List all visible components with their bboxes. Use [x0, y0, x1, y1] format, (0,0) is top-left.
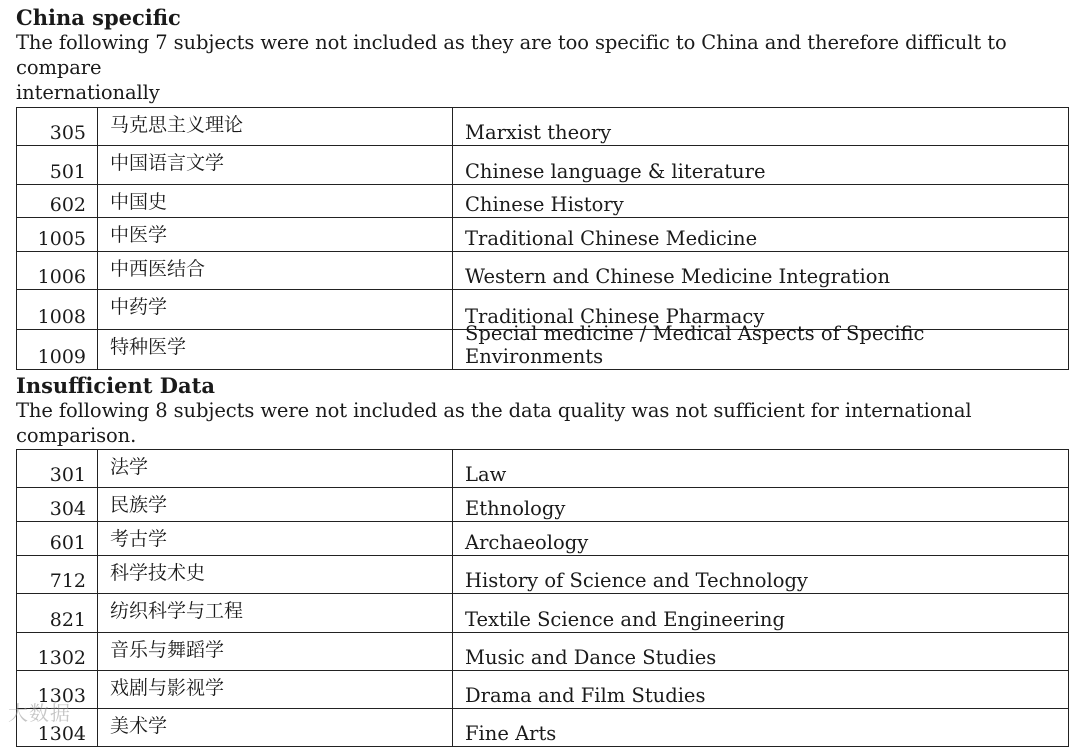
table-row	[17, 450, 1069, 488]
chinese-name-text: 马克思主义理论	[110, 114, 244, 136]
english-name-cell	[453, 146, 1069, 185]
english-name-cell	[453, 671, 1069, 709]
table-row	[17, 146, 1069, 185]
section-title: Insufficient Data	[16, 373, 215, 398]
code-text: 601	[49, 532, 86, 554]
code-text: 501	[49, 161, 86, 183]
code-cell	[17, 450, 98, 488]
code-cell	[17, 218, 98, 252]
english-name-cell	[453, 556, 1069, 594]
chinese-name-text: 中国语言文学	[110, 152, 225, 174]
english-name-cell	[453, 450, 1069, 488]
code-text: 712	[49, 570, 86, 592]
code-text: 1008	[37, 306, 86, 328]
code-text: 1302	[37, 647, 86, 669]
code-cell	[17, 108, 98, 146]
code-text: 1006	[37, 266, 86, 288]
table-row	[17, 594, 1069, 633]
chinese-name-cell	[98, 488, 453, 522]
table-row	[17, 671, 1069, 709]
english-name-text: Fine Arts	[465, 722, 557, 745]
english-name-cell	[453, 522, 1069, 556]
intro-line-1: The following 7 subjects were not included as they are too specific to China and therefore difficult to compare	[16, 31, 1007, 79]
english-name-text: Drama and Film Studies	[465, 684, 706, 707]
english-name-cell	[453, 218, 1069, 252]
english-name-cell	[453, 709, 1069, 747]
chinese-name-cell	[98, 290, 453, 330]
chinese-name-cell	[98, 330, 453, 370]
code-text: 821	[49, 609, 86, 631]
code-text: 1005	[37, 228, 86, 250]
table-row	[17, 633, 1069, 671]
insufficient-data-table	[16, 449, 1069, 747]
table-row	[17, 218, 1069, 252]
table-row	[17, 488, 1069, 522]
table-row	[17, 556, 1069, 594]
english-name-text: Ethnology	[465, 497, 566, 520]
chinese-name-cell	[98, 522, 453, 556]
code-text: 304	[49, 498, 86, 520]
chinese-name-cell	[98, 252, 453, 290]
english-name-cell	[453, 594, 1069, 633]
chinese-name-cell	[98, 218, 453, 252]
chinese-name-cell	[98, 633, 453, 671]
table-row	[17, 709, 1069, 747]
code-cell	[17, 522, 98, 556]
code-text: 1304	[37, 723, 86, 745]
chinese-name-text: 民族学	[110, 494, 168, 516]
code-text: 305	[49, 122, 86, 144]
chinese-name-text: 科学技术史	[110, 562, 206, 584]
chinese-name-text: 中医学	[110, 224, 168, 246]
china-specific-table	[16, 107, 1069, 370]
chinese-name-cell	[98, 108, 453, 146]
chinese-name-cell	[98, 450, 453, 488]
code-text: 602	[49, 194, 86, 216]
chinese-name-text: 纺织科学与工程	[110, 600, 244, 622]
chinese-name-cell	[98, 671, 453, 709]
code-cell	[17, 330, 98, 370]
english-name-cell	[453, 108, 1069, 146]
chinese-name-cell	[98, 146, 453, 185]
english-name-cell	[453, 185, 1069, 218]
code-text: 301	[49, 464, 86, 486]
english-name-text: Chinese language & literature	[465, 160, 766, 183]
chinese-name-text: 特种医学	[110, 336, 187, 358]
code-cell	[17, 252, 98, 290]
english-name-text: Marxist theory	[465, 121, 612, 144]
code-cell	[17, 185, 98, 218]
section-intro	[16, 30, 1069, 105]
chinese-name-cell	[98, 709, 453, 747]
english-name-text: Music and Dance Studies	[465, 646, 717, 669]
chinese-name-text: 考古学	[110, 528, 168, 550]
chinese-name-text: 法学	[110, 456, 149, 478]
english-name-text: Traditional Chinese Pharmacy	[465, 305, 765, 328]
section-intro: The following 8 subjects were not included as the data quality was not sufficient for international comparison.	[16, 399, 972, 447]
code-cell	[17, 146, 98, 185]
code-cell	[17, 290, 98, 330]
chinese-name-cell	[98, 594, 453, 633]
code-cell	[17, 556, 98, 594]
english-name-cell	[453, 488, 1069, 522]
english-name-text: Law	[465, 463, 507, 486]
code-cell	[17, 633, 98, 671]
chinese-name-cell	[98, 556, 453, 594]
english-name-text: Chinese History	[465, 193, 624, 216]
english-name-text: Textile Science and Engineering	[465, 608, 785, 631]
code-text: 1303	[37, 685, 86, 707]
table-row	[17, 185, 1069, 218]
code-text: 1009	[37, 346, 86, 368]
chinese-name-text: 中国史	[110, 191, 168, 213]
code-cell	[17, 488, 98, 522]
section-title: China specific	[16, 5, 181, 30]
intro-line-2: internationally	[16, 81, 160, 104]
insufficient-data-section	[16, 374, 1069, 747]
english-name-cell	[453, 322, 1069, 370]
english-name-cell	[453, 633, 1069, 671]
chinese-name-text: 中药学	[110, 296, 168, 318]
china-specific-section	[16, 6, 1069, 370]
chinese-name-text: 戏剧与影视学	[110, 677, 225, 699]
chinese-name-text: 中西医结合	[110, 258, 206, 280]
english-name-text: Western and Chinese Medicine Integration	[465, 265, 891, 288]
watermark: 大数据	[8, 701, 71, 725]
table-row	[17, 330, 1069, 370]
chinese-name-cell	[98, 185, 453, 218]
english-name-text: Traditional Chinese Medicine	[465, 227, 758, 250]
chinese-name-text: 美术学	[110, 715, 168, 737]
english-name-text: Special medicine / Medical Aspects of Specific Environments	[465, 322, 925, 368]
code-cell	[17, 594, 98, 633]
english-name-text: History of Science and Technology	[465, 569, 808, 592]
chinese-name-text: 音乐与舞蹈学	[110, 639, 225, 661]
english-name-cell	[453, 252, 1069, 290]
table-row	[17, 252, 1069, 290]
table-row	[17, 108, 1069, 146]
english-name-text: Archaeology	[465, 531, 589, 554]
table-row	[17, 522, 1069, 556]
